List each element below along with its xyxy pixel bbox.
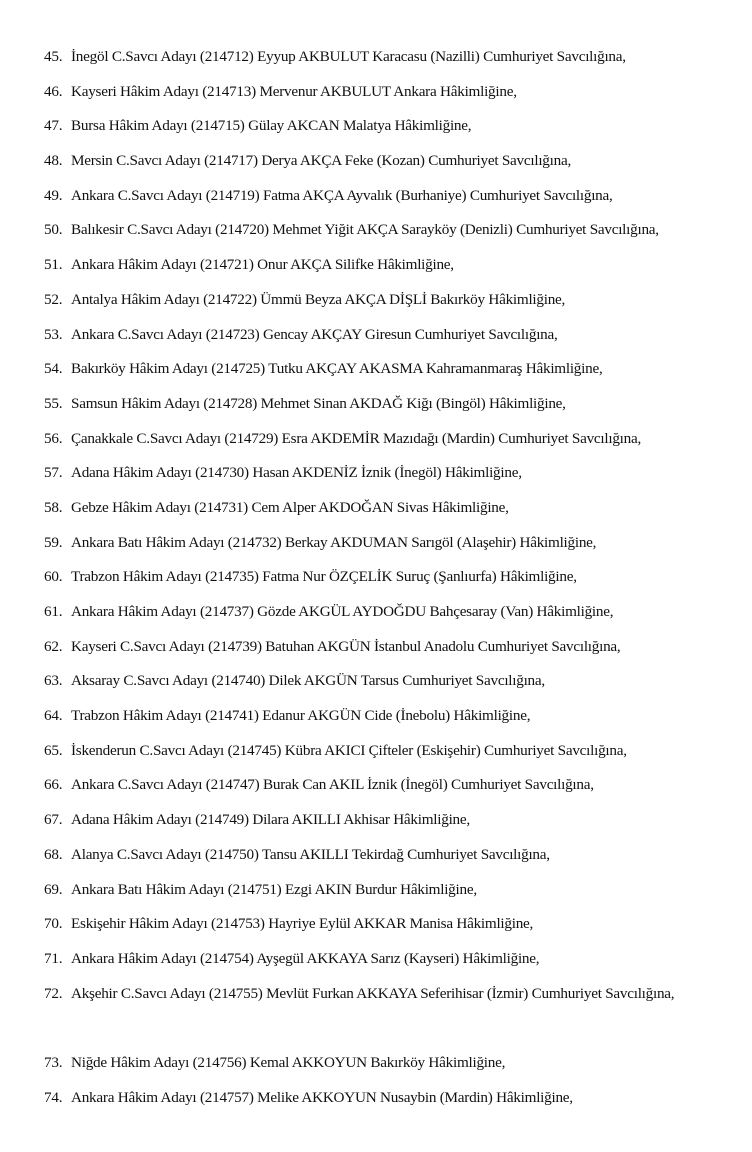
item-number: 62. <box>44 637 63 655</box>
list-item <box>44 144 744 179</box>
list-item <box>44 526 744 561</box>
item-text: Aksaray C.Savcı Adayı (214740) Dilek AKGÜN Tarsus Cumhuriyet Savcılığına, <box>71 672 545 690</box>
item-number: 63. <box>44 672 63 690</box>
item-number: 74. <box>44 1088 63 1106</box>
appointment-list <box>44 40 744 1115</box>
item-number: 73. <box>44 1053 63 1071</box>
item-number: 50. <box>44 221 63 239</box>
item-text: İnegöl C.Savcı Adayı (214712) Eyyup AKBULUT Karacasu (Nazilli) Cumhuriyet Savcılığına, <box>71 48 626 65</box>
list-item <box>44 248 744 283</box>
item-text: Bursa Hâkim Adayı (214715) Gülay AKCAN Malatya Hâkimliğine, <box>71 117 472 135</box>
item-text: Ankara Hâkim Adayı (214757) Melike AKKOYUN Nusaybin (Mardin) Hâkimliğine, <box>71 1088 573 1106</box>
list-item <box>44 387 744 422</box>
item-number: 48. <box>44 152 63 170</box>
list-item <box>44 560 744 595</box>
item-number: 54. <box>44 360 63 378</box>
item-text: Kayseri C.Savcı Adayı (214739) Batuhan AKGÜN İstanbul Anadolu Cumhuriyet Savcılığına, <box>71 637 621 655</box>
list-item <box>44 734 744 769</box>
item-text: Antalya Hâkim Adayı (214722) Ümmü Beyza AKÇA DİŞLİ Bakırköy Hâkimliğine, <box>71 290 566 308</box>
item-number: 65. <box>44 741 63 759</box>
item-text: Adana Hâkim Adayı (214730) Hasan AKDENİZ İznik (İnegöl) Hâkimliğine, <box>71 464 522 482</box>
item-text: Adana Hâkim Adayı (214749) Dilara AKILLI Akhisar Hâkimliğine, <box>71 811 470 829</box>
item-number: 57. <box>44 464 63 482</box>
item-number: 47. <box>44 117 63 135</box>
item-number: 55. <box>44 394 63 412</box>
item-text: Samsun Hâkim Adayı (214728) Mehmet Sinan AKDAĞ Kiğı (Bingöl) Hâkimliğine, <box>71 394 566 412</box>
item-text: Ankara Hâkim Adayı (214737) Gözde AKGÜL AYDOĞDU Bahçesaray (Van) Hâkimliğine, <box>71 603 614 620</box>
list-item <box>44 283 744 318</box>
list-item <box>44 75 744 110</box>
item-text: Çanakkale C.Savcı Adayı (214729) Esra AKDEMİR Mazıdağı (Mardin) Cumhuriyet Savcılığına, <box>71 429 642 447</box>
item-text: Gebze Hâkim Adayı (214731) Cem Alper AKDOĞAN Sivas Hâkimliğine, <box>71 498 509 516</box>
item-text: Ankara Hâkim Adayı (214721) Onur AKÇA Silifke Hâkimliğine, <box>71 256 454 274</box>
list-item <box>44 40 744 75</box>
item-number: 45. <box>44 48 63 65</box>
list-item <box>44 977 744 1046</box>
item-text: İskenderun C.Savcı Adayı (214745) Kübra AKICI Çifteler (Eskişehir) Cumhuriyet Savcılığına, <box>71 741 627 759</box>
item-number: 70. <box>44 915 63 933</box>
item-number: 71. <box>44 949 63 967</box>
item-number: 52. <box>44 290 63 308</box>
item-number: 58. <box>44 498 63 516</box>
list-item <box>44 318 744 353</box>
item-number: 72. <box>44 984 63 1002</box>
list-item <box>44 803 744 838</box>
list-item <box>44 491 744 526</box>
item-text: Ankara C.Savcı Adayı (214719) Fatma AKÇA Ayvalık (Burhaniye) Cumhuriyet Savcılığına, <box>71 186 613 204</box>
list-item <box>44 699 744 734</box>
item-text: Trabzon Hâkim Adayı (214735) Fatma Nur ÖZÇELİK Suruç (Şanlıurfa) Hâkimliğine, <box>71 568 577 586</box>
item-text: Alanya C.Savcı Adayı (214750) Tansu AKILLI Tekirdağ Cumhuriyet Savcılığına, <box>71 845 550 863</box>
item-number: 69. <box>44 880 63 898</box>
item-number: 67. <box>44 811 63 829</box>
list-item <box>44 352 744 387</box>
item-number: 46. <box>44 82 63 100</box>
item-number: 49. <box>44 186 63 204</box>
list-item <box>44 179 744 214</box>
list-item <box>44 1046 744 1081</box>
item-text: Balıkesir C.Savcı Adayı (214720) Mehmet Yiğit AKÇA Sarayköy (Denizli) Cumhuriyet Savcılığına, <box>71 221 659 239</box>
list-item <box>44 422 744 457</box>
list-item <box>44 907 744 942</box>
item-number: 51. <box>44 256 63 274</box>
item-text: Eskişehir Hâkim Adayı (214753) Hayriye Eylül AKKAR Manisa Hâkimliğine, <box>71 915 534 933</box>
list-item <box>44 838 744 873</box>
list-item <box>44 873 744 908</box>
item-number: 53. <box>44 325 63 343</box>
item-text: Ankara Hâkim Adayı (214754) Ayşegül AKKAYA Sarız (Kayseri) Hâkimliğine, <box>71 949 540 967</box>
item-text: Ankara C.Savcı Adayı (214723) Gencay AKÇAY Giresun Cumhuriyet Savcılığına, <box>71 325 558 343</box>
item-text: Bakırköy Hâkim Adayı (214725) Tutku AKÇAY AKASMA Kahramanmaraş Hâkimliğine, <box>71 360 603 378</box>
list-item <box>44 1081 744 1116</box>
item-text: Akşehir C.Savcı Adayı (214755) Mevlüt Furkan AKKAYA Seferihisar (İzmir) Cumhuriyet Savcılığına, <box>71 984 675 1002</box>
list-item <box>44 109 744 144</box>
item-text: Ankara C.Savcı Adayı (214747) Burak Can AKIL İznik (İnegöl) Cumhuriyet Savcılığına, <box>71 776 594 794</box>
item-number: 59. <box>44 533 63 551</box>
item-text: Kayseri Hâkim Adayı (214713) Mervenur AKBULUT Ankara Hâkimliğine, <box>71 82 517 100</box>
item-number: 60. <box>44 568 63 586</box>
item-text: Ankara Batı Hâkim Adayı (214732) Berkay AKDUMAN Sarıgöl (Alaşehir) Hâkimliğine, <box>71 533 597 551</box>
item-number: 64. <box>44 707 63 725</box>
item-number: 68. <box>44 845 63 863</box>
item-number: 56. <box>44 429 63 447</box>
item-number: 66. <box>44 776 63 794</box>
item-text: Trabzon Hâkim Adayı (214741) Edanur AKGÜN Cide (İnebolu) Hâkimliğine, <box>71 707 531 725</box>
list-item <box>44 768 744 803</box>
list-item <box>44 942 744 977</box>
item-text: Ankara Batı Hâkim Adayı (214751) Ezgi AKIN Burdur Hâkimliğine, <box>71 880 477 898</box>
list-item <box>44 630 744 665</box>
item-text: Niğde Hâkim Adayı (214756) Kemal AKKOYUN Bakırköy Hâkimliğine, <box>71 1053 506 1071</box>
list-item <box>44 213 744 248</box>
list-item <box>44 595 744 630</box>
item-number: 61. <box>44 603 63 620</box>
list-item <box>44 664 744 699</box>
item-text: Mersin C.Savcı Adayı (214717) Derya AKÇA Feke (Kozan) Cumhuriyet Savcılığına, <box>71 152 571 170</box>
list-item <box>44 456 744 491</box>
